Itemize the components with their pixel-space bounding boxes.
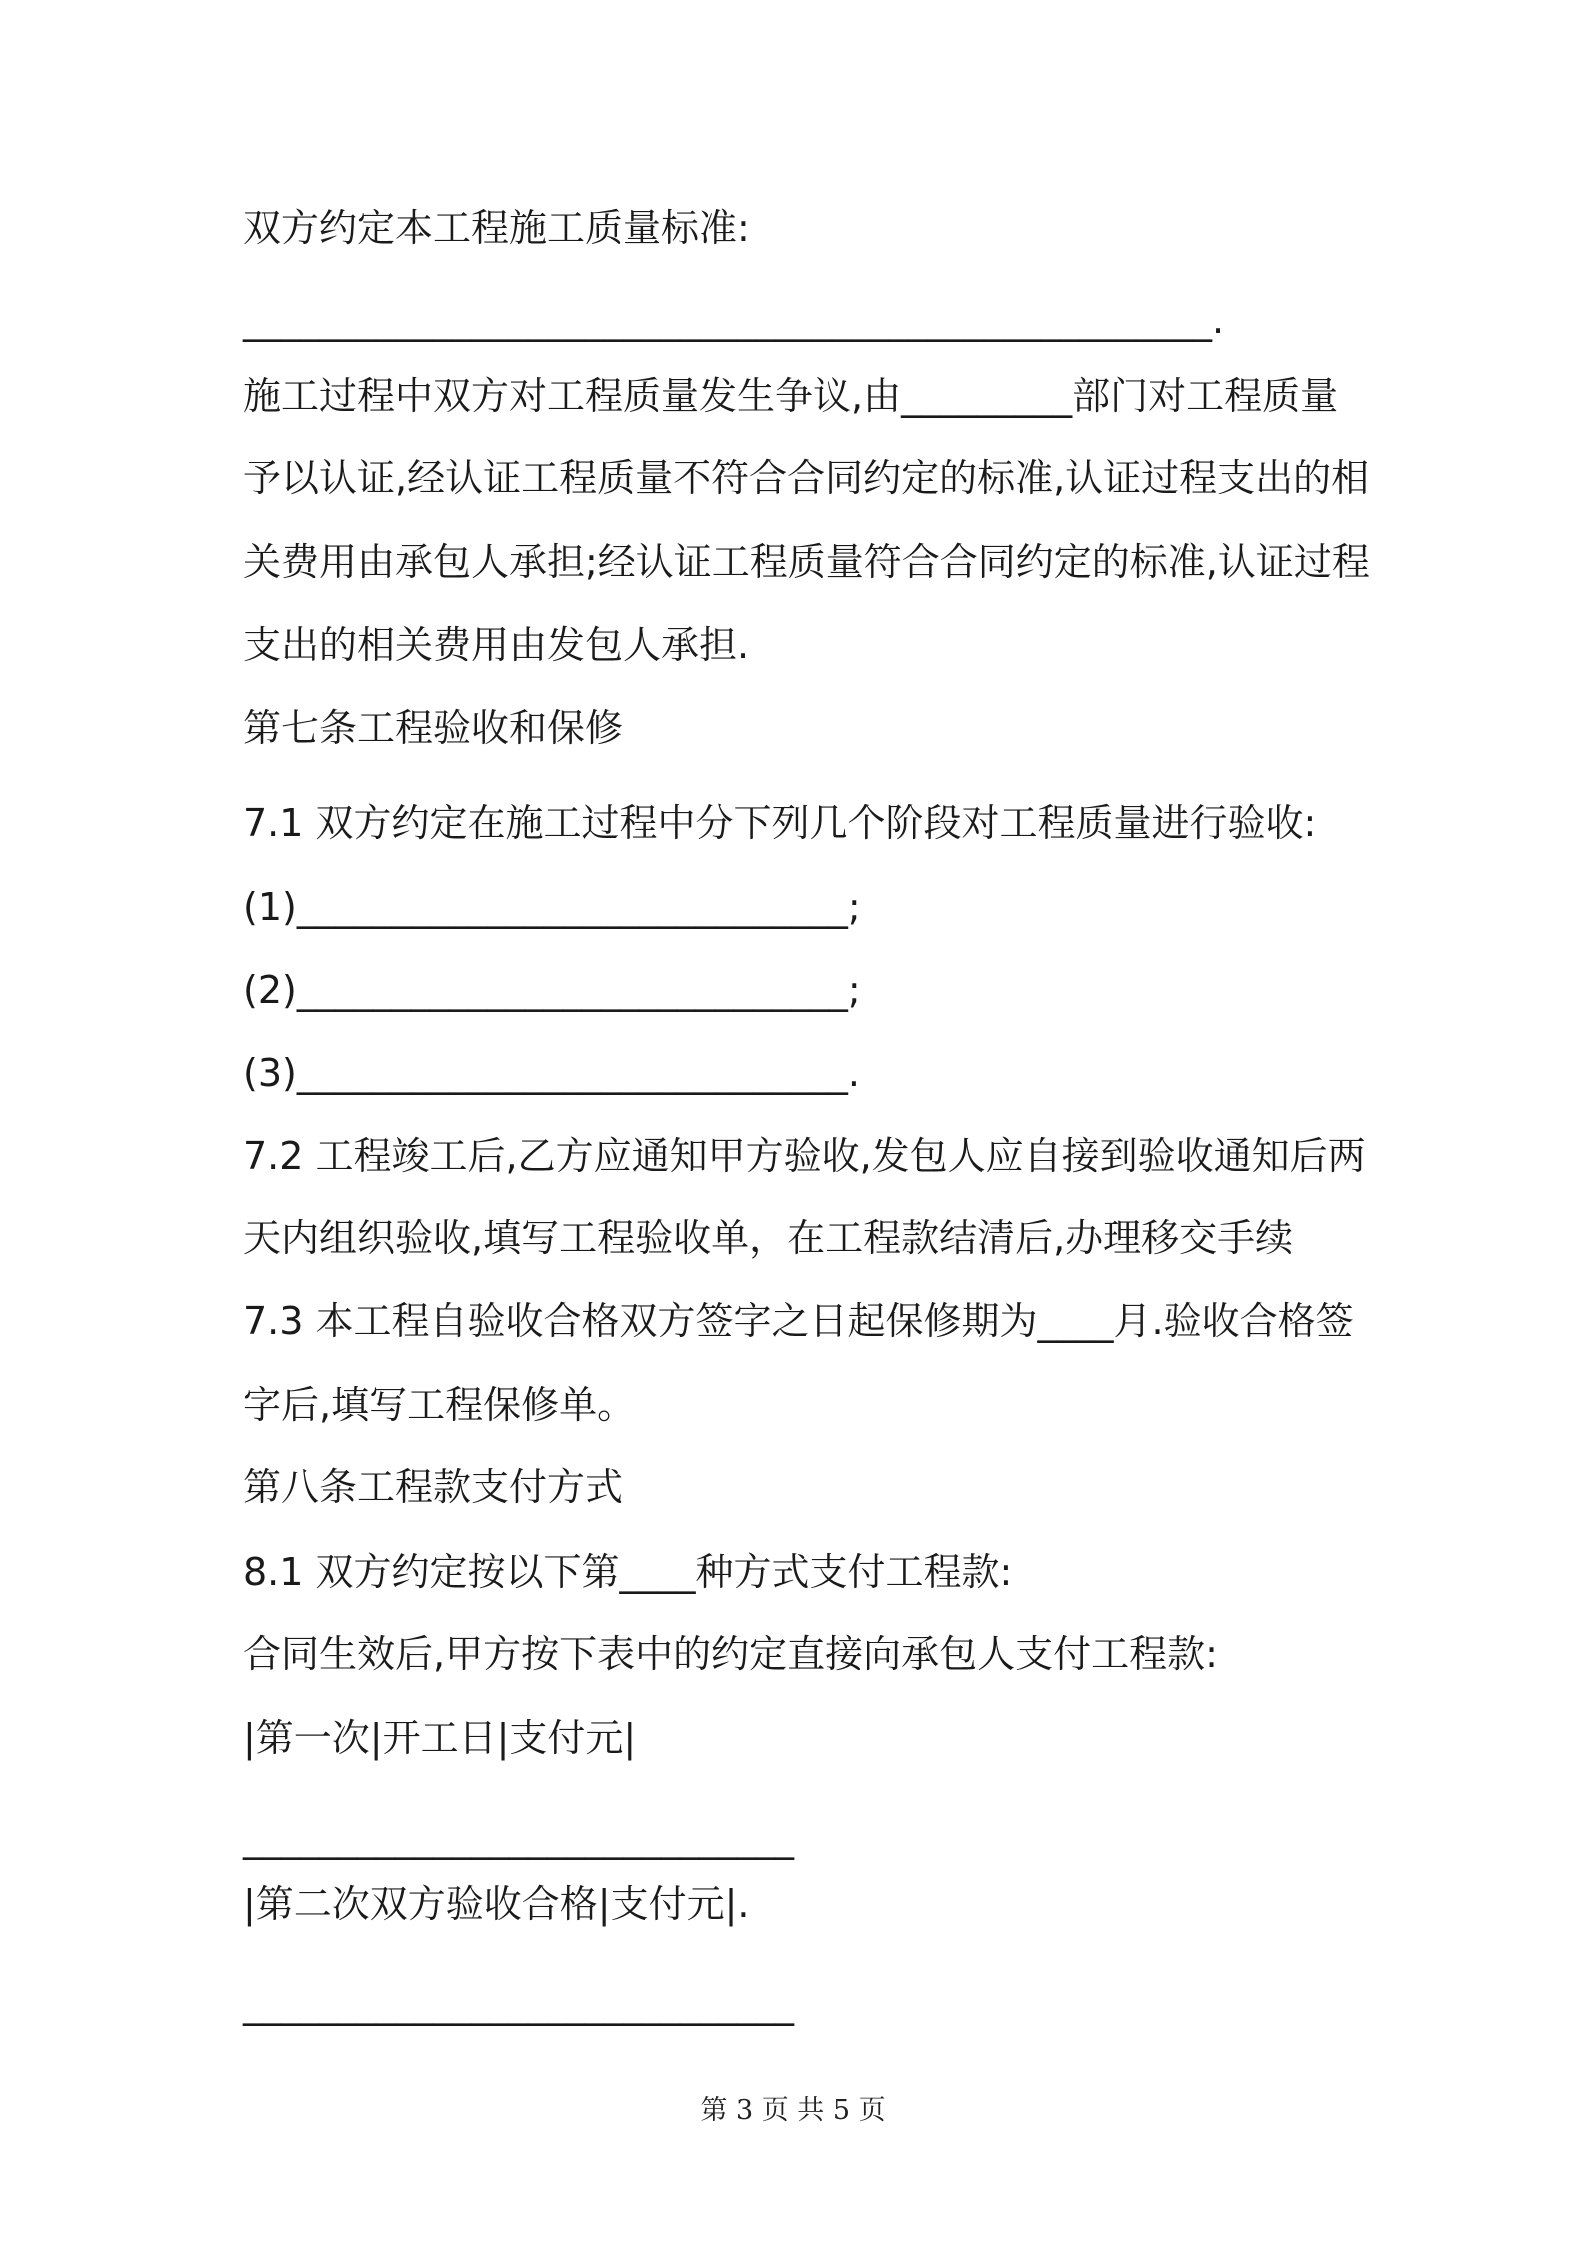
list-item: (1)_____________________________; xyxy=(243,885,861,929)
text-line: 合同生效后,甲方按下表中的约定直接向承包人支付工程款: xyxy=(243,1632,1218,1676)
clause-text: 7.1 双方约定在施工过程中分下列几个阶段对工程质量进行验收: xyxy=(243,801,1317,845)
text-line: 予以认证,经认证工程质量不符合合同约定的标准,认证过程支出的相 xyxy=(243,456,1370,500)
blank-line: _____________________________ xyxy=(243,1982,794,2026)
text-line: 支出的相关费用由发包人承担. xyxy=(243,623,750,667)
section-heading: 第七条工程验收和保修 xyxy=(243,706,624,750)
section-heading: 第八条工程款支付方式 xyxy=(243,1465,624,1509)
blank-line: ___________________________________________________. xyxy=(243,298,1225,342)
page-indicator: 第 3 页 共 5 页 xyxy=(700,2095,886,2126)
text-line: 字后,填写工程保修单。 xyxy=(243,1383,636,1427)
text-line: 天内组织验收,填写工程验收单，在工程款结清后,办理移交手续 xyxy=(243,1216,1294,1260)
table-row-text: |第二次双方验收合格|支付元|. xyxy=(243,1882,750,1926)
list-item: (2)_____________________________; xyxy=(243,968,861,1012)
text-line: 双方约定本工程施工质量标准: xyxy=(243,206,750,250)
list-item: (3)_____________________________. xyxy=(243,1051,860,1095)
blank-line: _____________________________ xyxy=(243,1816,794,1860)
text-line: 施工过程中双方对工程质量发生争议,由_________部门对工程质量 xyxy=(243,374,1339,418)
clause-text: 7.2 工程竣工后,乙方应通知甲方验收,发包人应自接到验收通知后两 xyxy=(243,1134,1366,1178)
table-row-text: |第一次|开工日|支付元| xyxy=(243,1716,637,1760)
clause-text: 7.3 本工程自验收合格双方签字之日起保修期为____月.验收合格签 xyxy=(243,1299,1354,1343)
text-line: 关费用由承包人承担;经认证工程质量符合合同约定的标准,认证过程 xyxy=(243,540,1370,584)
clause-text: 8.1 双方约定按以下第____种方式支付工程款: xyxy=(243,1550,1013,1594)
